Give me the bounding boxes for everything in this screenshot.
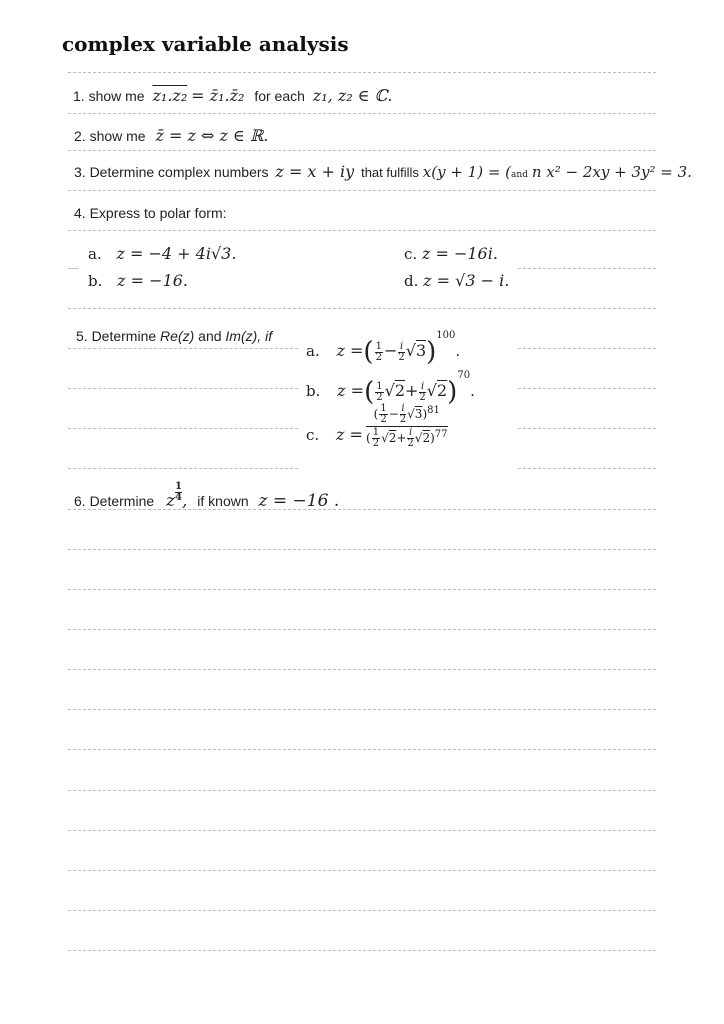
q3-and: and xyxy=(511,170,528,180)
ruled-line xyxy=(518,348,656,349)
question-4-prompt: 4. Express to polar form: xyxy=(74,205,227,221)
ruled-line xyxy=(518,268,656,269)
q6-z: z = −16 . xyxy=(258,491,340,511)
q5a-label: a. xyxy=(306,342,320,360)
q5-im: Im(z), if xyxy=(225,328,273,344)
ruled-line xyxy=(68,709,656,710)
q5a-exponent: 100 xyxy=(436,330,456,341)
q3-eq2: n x² − 2xy + 3y² = 3. xyxy=(531,163,692,181)
ruled-line xyxy=(518,468,656,469)
q5c: c. z = xyxy=(306,425,363,444)
q1-prefix: 1. show me xyxy=(73,88,145,104)
ruled-line xyxy=(68,388,298,389)
ruled-line xyxy=(68,950,656,951)
q5-prefix: 5. Determine xyxy=(76,328,157,344)
q6-prefix: 6. Determine xyxy=(74,493,155,509)
q3-z: z = x + iy xyxy=(275,162,355,181)
question-6: 6. Determine z $\frac{1}{4}$ , if known z = −16 . xyxy=(74,481,340,511)
q5a: a. z =( $\frac{1}{2}$ − $\frac{i}{2}$ √3)$^{100}$. xyxy=(306,330,461,367)
ruled-line xyxy=(68,669,656,670)
ruled-line xyxy=(518,428,656,429)
q5c-label: c. xyxy=(306,426,320,444)
q4a-expr: z = −4 + 4i√3. xyxy=(116,244,237,263)
ruled-line xyxy=(68,230,656,231)
q2-expr: z̄ = z ⇔ z ∈ ℝ. xyxy=(155,126,269,145)
ruled-line xyxy=(68,72,656,73)
q5b: b. z =( $\frac{1}{2}$ √2+ $\frac{i}{2}$ √2)$^{70}$. xyxy=(306,370,475,407)
ruled-line xyxy=(518,388,656,389)
q5-re: Re(z) xyxy=(160,328,195,344)
ruled-line xyxy=(68,268,78,269)
q4b-expr: z = −16. xyxy=(117,271,189,290)
q5c-fraction: ( $\frac{1}{2}$ − $\frac{i}{2}$ √3)$^{81}$ ( $\frac{1}{2}$ √2+ $\frac{i}{2}$ √2)$^{77}$ xyxy=(366,403,448,449)
q4a-label: a. xyxy=(88,245,102,263)
q3-prefix: 3. Determine complex numbers xyxy=(74,164,269,180)
question-1 xyxy=(73,86,393,105)
q6-frac-num: 1 xyxy=(175,481,182,492)
q4b xyxy=(88,271,188,290)
ruled-line xyxy=(68,190,656,191)
page-title: complex variable analysis xyxy=(62,32,349,56)
ruled-line xyxy=(68,910,656,911)
ruled-line xyxy=(68,790,656,791)
ruled-line xyxy=(68,308,656,309)
q3-mid: that fulfills xyxy=(361,165,419,180)
q4d-label: d. xyxy=(404,272,419,290)
question-2 xyxy=(74,126,268,145)
q5b-label: b. xyxy=(306,382,321,400)
q5b-exponent: 70 xyxy=(457,370,471,381)
ruled-line xyxy=(68,629,656,630)
ruled-line xyxy=(68,870,656,871)
q6-frac-den: 4 xyxy=(175,492,182,503)
q5c-num-exponent: 81 xyxy=(427,405,440,416)
q4c-expr: z = −16i. xyxy=(421,244,498,263)
ruled-line xyxy=(68,830,656,831)
q4d-expr: z = √3 − i. xyxy=(423,271,510,290)
ruled-line xyxy=(68,468,298,469)
q4b-label: b. xyxy=(88,272,103,290)
q4c-label: c. xyxy=(404,245,418,263)
q1-set: z₁, z₂ ∈ ℂ. xyxy=(312,86,393,105)
ruled-line xyxy=(68,428,298,429)
ruled-line xyxy=(68,549,656,550)
q6-mid: if known xyxy=(197,493,249,509)
q1-lhs: z₁.z₂ xyxy=(152,86,188,105)
q1-rhs: = z̄₁.z̄₂ xyxy=(191,86,245,105)
q4a xyxy=(88,244,236,263)
q4c xyxy=(404,244,498,263)
q1-mid: for each xyxy=(254,88,305,104)
ruled-line xyxy=(68,589,656,590)
question-5-prompt xyxy=(76,328,272,344)
ruled-line xyxy=(68,113,656,114)
q4d xyxy=(404,271,509,290)
ruled-line xyxy=(68,749,656,750)
q5-and: and xyxy=(198,328,222,344)
q5c-den-exponent: 77 xyxy=(434,429,448,440)
ruled-line xyxy=(68,150,656,151)
ruled-line xyxy=(68,348,298,349)
q2-prefix: 2. show me xyxy=(74,128,146,144)
question-3 xyxy=(74,162,692,181)
q3-eq1: x(y + 1) = ( xyxy=(422,163,512,181)
